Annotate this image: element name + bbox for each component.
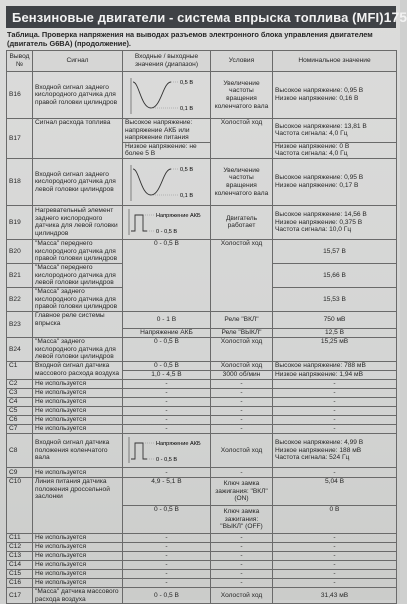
io-cell: 0 - 0,5 В (123, 361, 211, 370)
pin-cell: С7 (7, 424, 33, 433)
nominal-line: Низкое напряжение: 0,375 В (275, 218, 363, 226)
signal-cell: Не используется (33, 424, 123, 433)
pin-cell: В21 (7, 263, 33, 287)
nominal-cell: Низкое напряжение: 1,94 мВ (273, 370, 397, 379)
condition-cell: - (211, 533, 273, 542)
condition-cell: - (211, 569, 273, 578)
condition-cell: 3000 об/мин (211, 370, 273, 379)
nominal-cell: 15,25 мВ (273, 337, 397, 361)
wave-low-label: 0,1 В (180, 192, 194, 199)
pin-cell: С14 (7, 560, 33, 569)
io-cell: - (123, 388, 211, 397)
nominal-cell: - (273, 542, 397, 551)
signal-cell: Сигнал расхода топлива (33, 119, 123, 159)
nominal-cell: - (273, 397, 397, 406)
table-row (7, 311, 397, 328)
signal-cell: Входной сигнал датчика положения коленчатого вала (33, 433, 123, 467)
nominal-line: Частота сигнала: 524 Гц (275, 454, 350, 462)
table-caption: Таблица. Проверка напряжения на выводах разъемов электронного блока управления двигателем (двигатель G6BA) (продолжение). (7, 30, 373, 48)
signal-cell: Не используется (33, 542, 123, 551)
condition-cell: Ключ замка зажигания: "ВЫКЛ" (OFF) (211, 505, 273, 533)
signal-cell: Не используется (33, 397, 123, 406)
nominal-cell: 31,43 мВ (273, 587, 397, 603)
pin-cell: С6 (7, 415, 33, 424)
nominal-cell: - (273, 551, 397, 560)
table-row (7, 551, 397, 560)
condition-cell: - (211, 551, 273, 560)
condition-cell: - (211, 467, 273, 477)
nominal-cell: - (273, 379, 397, 388)
condition-cell: - (211, 424, 273, 433)
io-cell: - (123, 467, 211, 477)
table-row (7, 587, 397, 603)
nominal-cell (273, 433, 397, 467)
signal-cell: Не используется (33, 551, 123, 560)
io-cell: - (123, 406, 211, 415)
pin-cell: С12 (7, 542, 33, 551)
table-row (7, 578, 397, 587)
signal-cell: "Масса" переднего кислородного датчика для правой головки цилиндров (33, 239, 123, 263)
condition-cell: - (211, 415, 273, 424)
signal-cell: Не используется (33, 569, 123, 578)
nominal-line: Низкое напряжение: 0,16 В (275, 95, 359, 102)
condition-cell: - (211, 388, 273, 397)
sine-wave-diagram (123, 158, 211, 205)
nominal-cell: - (273, 415, 397, 424)
pin-cell: С4 (7, 397, 33, 406)
io-cell: 0 - 0,5 В (123, 239, 211, 311)
table-row (7, 560, 397, 569)
table-row (7, 424, 397, 433)
pin-cell: С10 (7, 477, 33, 533)
condition-cell: Холостой ход (211, 361, 273, 370)
sine-wave-diagram (123, 72, 211, 119)
signal-cell: Не используется (33, 406, 123, 415)
pin-cell: С15 (7, 569, 33, 578)
table-row (7, 119, 397, 143)
page-number: 175 (383, 9, 407, 25)
io-cell: Высокое напряжение: напряжение АКБ или напряжение питания (123, 119, 211, 143)
table-row (7, 239, 397, 263)
nominal-line: Низкое напряжение: 0 В (275, 142, 350, 150)
pin-cell: С13 (7, 551, 33, 560)
io-cell: 1,0 - 4,5 В (123, 370, 211, 379)
wave-high-label: 0,5 В (180, 80, 194, 86)
io-cell: 4,9 - 5,1 В (123, 477, 211, 505)
io-cell: 0 - 0,5 В (123, 505, 211, 533)
header-conditions: Условия (211, 51, 273, 72)
nominal-line: Высокое напряжение: 0,95 В (275, 174, 364, 182)
io-cell: Напряжение АКБ (123, 328, 211, 337)
nominal-cell: - (273, 424, 397, 433)
table-row (7, 569, 397, 578)
wave-high-label: Напряжение АКБ (156, 441, 201, 448)
nominal-line: Высокое напряжение: 0,95 В (275, 87, 364, 95)
nominal-cell (273, 142, 397, 158)
nominal-cell: 750 мВ (273, 311, 397, 328)
signal-cell: Нагревательный элемент заднего кислородного датчика для левой головки цилиндров (33, 205, 123, 239)
nominal-cell: - (273, 560, 397, 569)
signal-cell: "Масса" заднего кислородного датчика для правой головки цилиндров (33, 287, 123, 311)
condition-cell: Двигатель работает (211, 205, 273, 239)
condition-cell: Реле "ВЫКЛ" (211, 328, 273, 337)
signal-cell: Не используется (33, 578, 123, 587)
nominal-cell (273, 158, 397, 205)
wave-low-label: 0,1 В (180, 106, 194, 112)
nominal-cell: 5,04 В (273, 477, 397, 505)
nominal-cell (273, 205, 397, 239)
table-row (7, 205, 397, 239)
pin-cell: В23 (7, 311, 33, 337)
table-row (7, 379, 397, 388)
header-io: Входные / выходные значения (диапазон) (123, 51, 211, 72)
table-row (7, 337, 397, 361)
header-pin: Вывод № (7, 51, 33, 72)
nominal-line: Частота сигнала: 10,0 Гц (275, 226, 352, 234)
table-row (7, 542, 397, 551)
table-row (7, 158, 397, 205)
condition-cell: Холостой ход (211, 119, 273, 159)
nominal-line: Низкое напряжение: 188 мВ (275, 446, 362, 454)
pulse-wave-diagram (123, 205, 211, 239)
pin-cell: С1 (7, 361, 33, 379)
condition-cell: Холостой ход (211, 587, 273, 603)
header-signal: Сигнал (33, 51, 123, 72)
nominal-cell: 0 В (273, 505, 397, 533)
io-cell: - (123, 424, 211, 433)
io-cell: 0 - 1 В (123, 311, 211, 328)
pin-cell: В16 (7, 72, 33, 119)
table-row (7, 415, 397, 424)
condition-cell: Реле "ВКЛ" (211, 311, 273, 328)
nominal-cell: 15,57 В (273, 239, 397, 263)
pin-cell: С9 (7, 467, 33, 477)
condition-cell: - (211, 406, 273, 415)
pin-cell: С11 (7, 533, 33, 542)
condition-cell: Холостой ход (211, 337, 273, 361)
signal-cell: Не используется (33, 388, 123, 397)
signal-cell: Не используется (33, 467, 123, 477)
nominal-cell: 12,5 В (273, 328, 397, 337)
signal-cell: "Масса" переднего кислородного датчика для левой головки цилиндров (33, 263, 123, 287)
signal-cell: Входной сигнал заднего кислородного датчика для левой головки цилиндров (33, 158, 123, 205)
io-cell: 0 - 0,5 В (123, 587, 211, 603)
io-cell: Низкое напряжение: не более 5 В (123, 142, 211, 158)
pin-cell: С17 (7, 587, 33, 603)
ecu-voltage-table (6, 50, 397, 604)
pin-cell: С8 (7, 433, 33, 467)
table-row (7, 467, 397, 477)
io-cell: 0 - 0,5 В (123, 337, 211, 361)
io-cell: - (123, 551, 211, 560)
condition-cell: - (211, 542, 273, 551)
pin-cell: С3 (7, 388, 33, 397)
nominal-cell: - (273, 388, 397, 397)
nominal-cell: - (273, 569, 397, 578)
nominal-cell (273, 119, 397, 143)
chapter-title: Бензиновые двигатели - система впрыска топлива (MFI) (12, 9, 384, 25)
signal-cell: Главное реле системы впрыска (33, 311, 123, 337)
io-cell: - (123, 397, 211, 406)
pin-cell: С2 (7, 379, 33, 388)
pin-cell: В19 (7, 205, 33, 239)
table-row (7, 477, 397, 505)
table-row (7, 361, 397, 370)
pulse-wave-diagram (123, 433, 211, 467)
condition-cell: Увеличение частоты вращения коленчатого вала (211, 158, 273, 205)
io-cell: - (123, 569, 211, 578)
table-row (7, 533, 397, 542)
pin-cell: В17 (7, 119, 33, 159)
page-header (6, 6, 407, 28)
condition-cell: - (211, 578, 273, 587)
signal-cell: "Масса" заднего кислородного датчика для левой головки цилиндров (33, 337, 123, 361)
nominal-cell: 15,66 В (273, 263, 397, 287)
condition-cell: - (211, 379, 273, 388)
table-row (7, 433, 397, 467)
wave-low-label: 0 - 0,5 В (156, 229, 178, 236)
pin-cell: В22 (7, 287, 33, 311)
nominal-line: Высокое напряжение: 4,99 В (275, 439, 364, 447)
table-row (7, 397, 397, 406)
signal-cell: Входной сигнал датчика массового расхода воздуха (33, 361, 123, 379)
nominal-line: Высокое напряжение: 14,56 В (275, 211, 367, 219)
signal-cell: Не используется (33, 379, 123, 388)
table-row (7, 72, 397, 119)
wave-high-label: 0,5 В (180, 166, 194, 173)
nominal-cell: - (273, 578, 397, 587)
header-nominal: Номинальное значение (273, 51, 397, 72)
nominal-cell: - (273, 406, 397, 415)
signal-cell: Линия питания датчика положения дроссельной заслонки (33, 477, 123, 533)
io-cell: - (123, 415, 211, 424)
condition-cell: - (211, 560, 273, 569)
nominal-cell: 15,53 В (273, 287, 397, 311)
nominal-cell: - (273, 533, 397, 542)
wave-high-label: Напряжение АКБ (156, 213, 201, 220)
signal-cell: Не используется (33, 560, 123, 569)
nominal-line: Частота сигнала: 4,0 Гц (275, 130, 348, 138)
pin-cell: В24 (7, 337, 33, 361)
signal-cell: "Масса" датчика массового расхода воздуха (33, 587, 123, 603)
condition-cell: Холостой ход (211, 239, 273, 311)
pin-cell: С16 (7, 578, 33, 587)
nominal-cell: - (273, 467, 397, 477)
signal-cell: Не используется (33, 415, 123, 424)
nominal-cell: Высокое напряжение: 788 мВ (273, 361, 397, 370)
nominal-line: Высокое напряжение: 13,81 В (275, 122, 367, 130)
signal-cell: Входной сигнал заднего кислородного датчика для правой головки цилиндров (33, 72, 123, 119)
condition-cell: Холостой ход (211, 433, 273, 467)
condition-cell: - (211, 397, 273, 406)
io-cell: - (123, 533, 211, 542)
table-row (7, 406, 397, 415)
pin-cell: С5 (7, 406, 33, 415)
nominal-line: Частота сигнала: 4,0 Гц (275, 150, 348, 158)
io-cell: - (123, 379, 211, 388)
io-cell: - (123, 560, 211, 569)
nominal-cell (273, 72, 397, 119)
pin-cell: В18 (7, 158, 33, 205)
condition-cell: Ключ замка зажигания: "ВКЛ" (ON) (211, 477, 273, 505)
signal-cell: Не используется (33, 533, 123, 542)
pin-cell: В20 (7, 239, 33, 263)
wave-low-label: 0 - 0,5 В (156, 457, 178, 464)
condition-cell: Увеличение частоты вращения коленчатого вала (211, 72, 273, 119)
io-cell: - (123, 578, 211, 587)
io-cell: - (123, 542, 211, 551)
table-header-row (7, 51, 397, 72)
nominal-line: Низкое напряжение: 0,17 В (275, 181, 359, 189)
table-row (7, 388, 397, 397)
